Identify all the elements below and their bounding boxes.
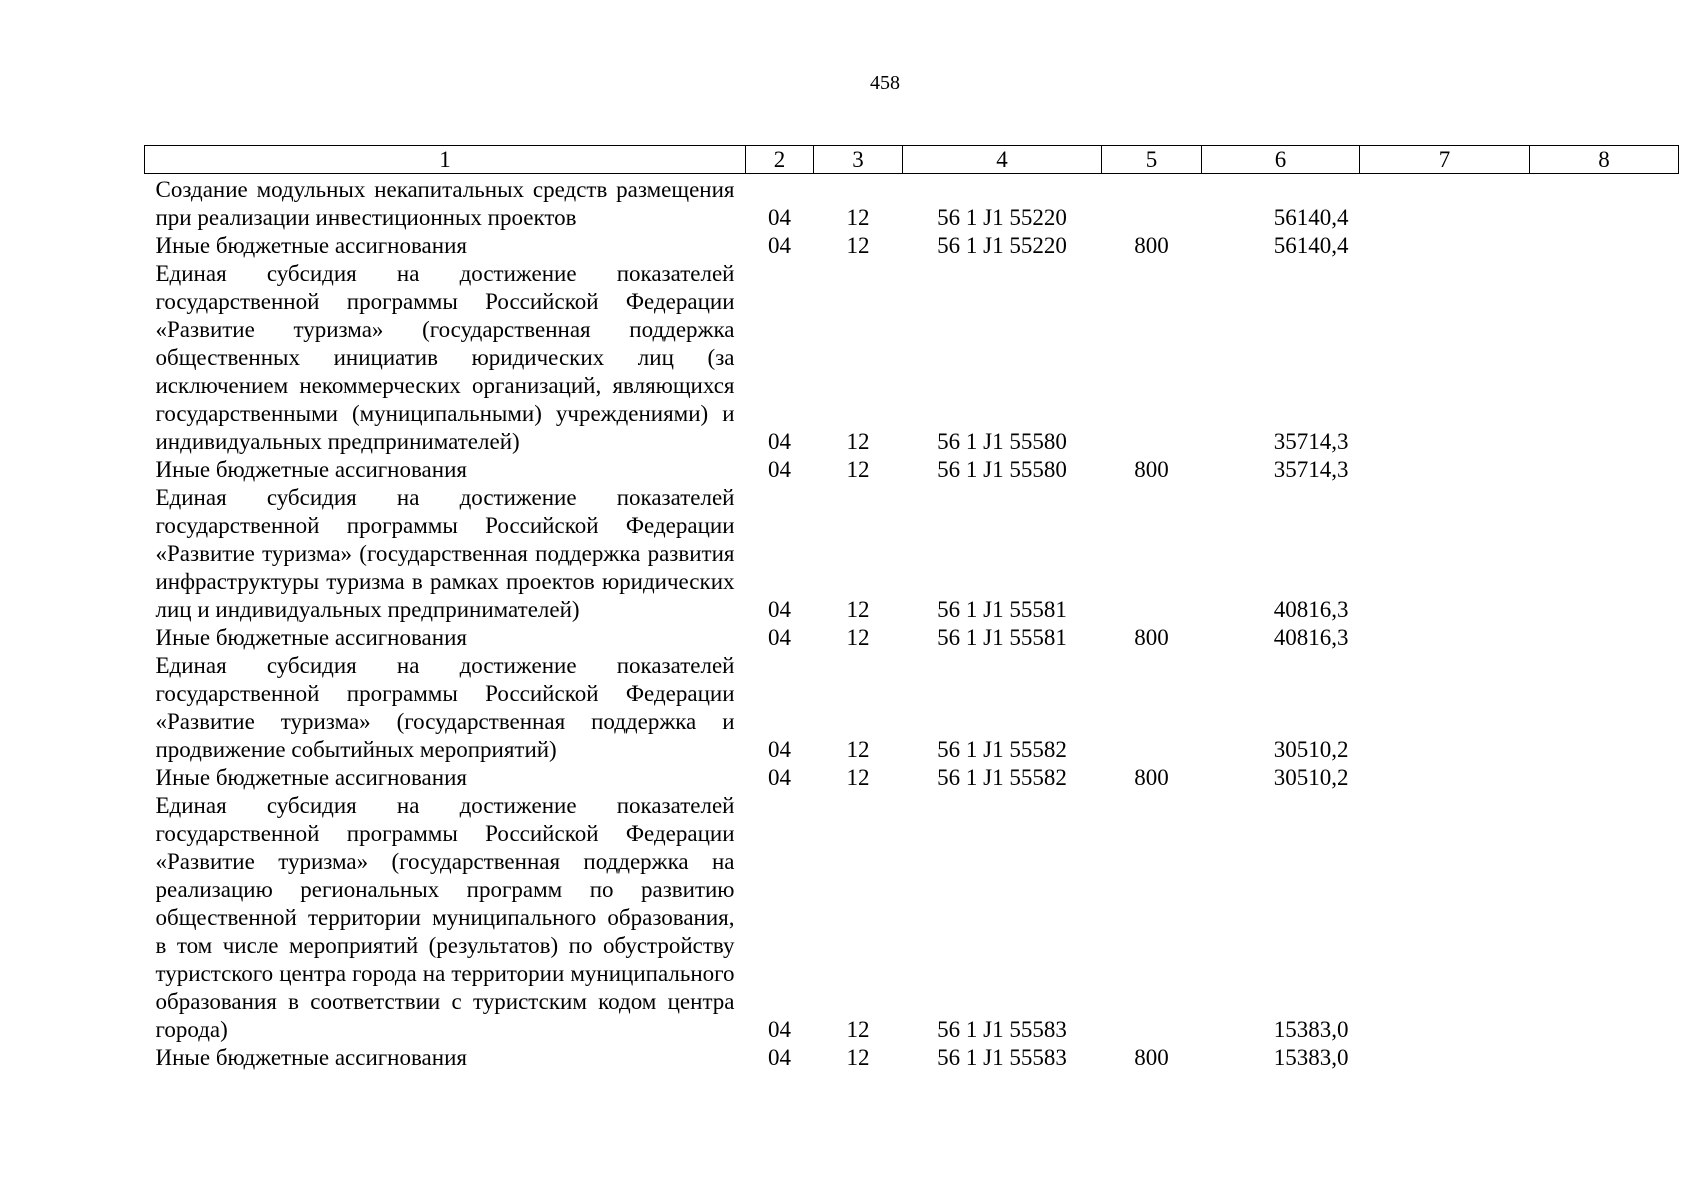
row-subsection: 12 (846, 457, 870, 482)
row-expense-type: 800 (1134, 625, 1169, 650)
row-section: 04 (768, 737, 791, 762)
row-section: 04 (768, 457, 791, 482)
header-cell-5: 5 (1102, 146, 1202, 174)
table-header (145, 146, 1679, 174)
row-col-7 (1360, 652, 1530, 764)
row-target-article: 56 1 J1 55583 (937, 1045, 1067, 1070)
row-col-7 (1360, 624, 1530, 652)
row-subsection: 12 (846, 1045, 870, 1070)
row-col-8 (1530, 484, 1679, 624)
row-name: Единая субсидия на достижение показателей государственной программы Российской Федерации «Развитие туризма» (государственная поддержка на реализацию региональных программ по развитию общественной территории муниципального образования, в том числе мероприятий (результатов) по обустройству туристского центра города на территории муниципального образования в соответствии с туристским кодом центра города) (155, 793, 735, 1042)
row-amount: 40816,3 (1273, 597, 1349, 622)
row-col-7 (1360, 232, 1530, 260)
row-target-article: 56 1 J1 55580 (937, 457, 1067, 482)
row-amount: 15383,0 (1273, 1017, 1349, 1042)
row-target-article: 56 1 J1 55581 (937, 597, 1067, 622)
row-col-7 (1360, 456, 1530, 484)
row-expense-type (1102, 174, 1202, 233)
table-row (145, 764, 1679, 792)
row-amount: 35714,3 (1273, 429, 1349, 454)
row-amount: 35714,3 (1273, 457, 1349, 482)
row-name: Иные бюджетные ассигнования (155, 1045, 467, 1070)
row-subsection: 12 (846, 765, 870, 790)
row-section: 04 (768, 1045, 791, 1070)
row-name: Создание модульных некапитальных средств размещения при реализации инвестиционных проектов (155, 177, 735, 230)
row-section: 04 (768, 625, 791, 650)
row-subsection: 12 (846, 233, 870, 258)
row-target-article: 56 1 J1 55582 (937, 737, 1067, 762)
row-col-8 (1530, 652, 1679, 764)
row-subsection: 12 (846, 1017, 870, 1042)
row-amount: 30510,2 (1273, 737, 1349, 762)
table-row (145, 260, 1679, 456)
table-row (145, 232, 1679, 260)
row-expense-type: 800 (1134, 765, 1169, 790)
row-col-8 (1530, 792, 1679, 1044)
row-section: 04 (768, 597, 791, 622)
row-name: Иные бюджетные ассигнования (155, 233, 467, 258)
row-col-7 (1360, 764, 1530, 792)
row-expense-type (1102, 260, 1202, 456)
table-row (145, 792, 1679, 1044)
row-name: Единая субсидия на достижение показателей государственной программы Российской Федерации «Развитие туризма» (государственная поддержка общественных инициатив юридических лиц (за исключением некоммерческих организаций, являющихся государственными (муниципальными) учреждениями) и индивидуальных предпринимателей) (155, 261, 735, 454)
table-body (145, 174, 1679, 1073)
row-col-8 (1530, 260, 1679, 456)
row-section: 04 (768, 233, 791, 258)
row-name: Иные бюджетные ассигнования (155, 457, 467, 482)
row-col-8 (1530, 764, 1679, 792)
row-col-8 (1530, 232, 1679, 260)
table-row (145, 456, 1679, 484)
table-row (145, 624, 1679, 652)
row-col-7 (1360, 1044, 1530, 1072)
row-subsection: 12 (846, 429, 870, 454)
table-row (145, 652, 1679, 764)
row-name: Единая субсидия на достижение показателей государственной программы Российской Федерации «Развитие туризма» (государственная поддержка и продвижение событийных мероприятий) (155, 653, 735, 762)
row-subsection: 12 (846, 597, 870, 622)
header-cell-2: 2 (746, 146, 814, 174)
row-expense-type: 800 (1134, 1045, 1169, 1070)
row-amount: 40816,3 (1273, 625, 1349, 650)
row-subsection: 12 (846, 737, 870, 762)
row-subsection: 12 (846, 205, 870, 230)
page-number: 458 (870, 72, 900, 94)
row-name: Иные бюджетные ассигнования (155, 625, 467, 650)
row-section: 04 (768, 1017, 791, 1042)
header-cell-7: 7 (1360, 146, 1530, 174)
header-row (145, 146, 1679, 174)
row-amount: 56140,4 (1273, 205, 1349, 230)
table-row (145, 174, 1679, 233)
row-name: Единая субсидия на достижение показателей государственной программы Российской Федерации «Развитие туризма» (государственная поддержка развития инфраструктуры туризма в рамках проектов юридических лиц и индивидуальных предпринимателей) (155, 485, 735, 622)
row-target-article: 56 1 J1 55580 (937, 429, 1067, 454)
row-section: 04 (768, 429, 791, 454)
header-cell-6: 6 (1202, 146, 1360, 174)
row-section: 04 (768, 765, 791, 790)
row-target-article: 56 1 J1 55220 (937, 205, 1067, 230)
row-amount: 15383,0 (1273, 1045, 1349, 1070)
header-cell-3: 3 (814, 146, 903, 174)
header-cell-1: 1 (145, 146, 746, 174)
header-cell-4: 4 (903, 146, 1102, 174)
row-col-7 (1360, 174, 1530, 233)
row-target-article: 56 1 J1 55583 (937, 1017, 1067, 1042)
row-col-8 (1530, 174, 1679, 233)
row-subsection: 12 (846, 625, 870, 650)
row-expense-type (1102, 484, 1202, 624)
table-row (145, 1044, 1679, 1072)
row-section: 04 (768, 205, 791, 230)
header-cell-8: 8 (1530, 146, 1679, 174)
row-col-7 (1360, 260, 1530, 456)
table-row (145, 484, 1679, 624)
row-target-article: 56 1 J1 55581 (937, 625, 1067, 650)
row-col-8 (1530, 624, 1679, 652)
budget-table (144, 145, 1679, 1072)
row-target-article: 56 1 J1 55220 (937, 233, 1067, 258)
row-col-7 (1360, 792, 1530, 1044)
row-name: Иные бюджетные ассигнования (155, 765, 467, 790)
row-target-article: 56 1 J1 55582 (937, 765, 1067, 790)
row-expense-type: 800 (1134, 233, 1169, 258)
row-expense-type (1102, 652, 1202, 764)
row-expense-type: 800 (1134, 457, 1169, 482)
row-amount: 30510,2 (1273, 765, 1349, 790)
row-amount: 56140,4 (1273, 233, 1349, 258)
row-col-8 (1530, 1044, 1679, 1072)
row-expense-type (1102, 792, 1202, 1044)
row-col-8 (1530, 456, 1679, 484)
row-col-7 (1360, 484, 1530, 624)
